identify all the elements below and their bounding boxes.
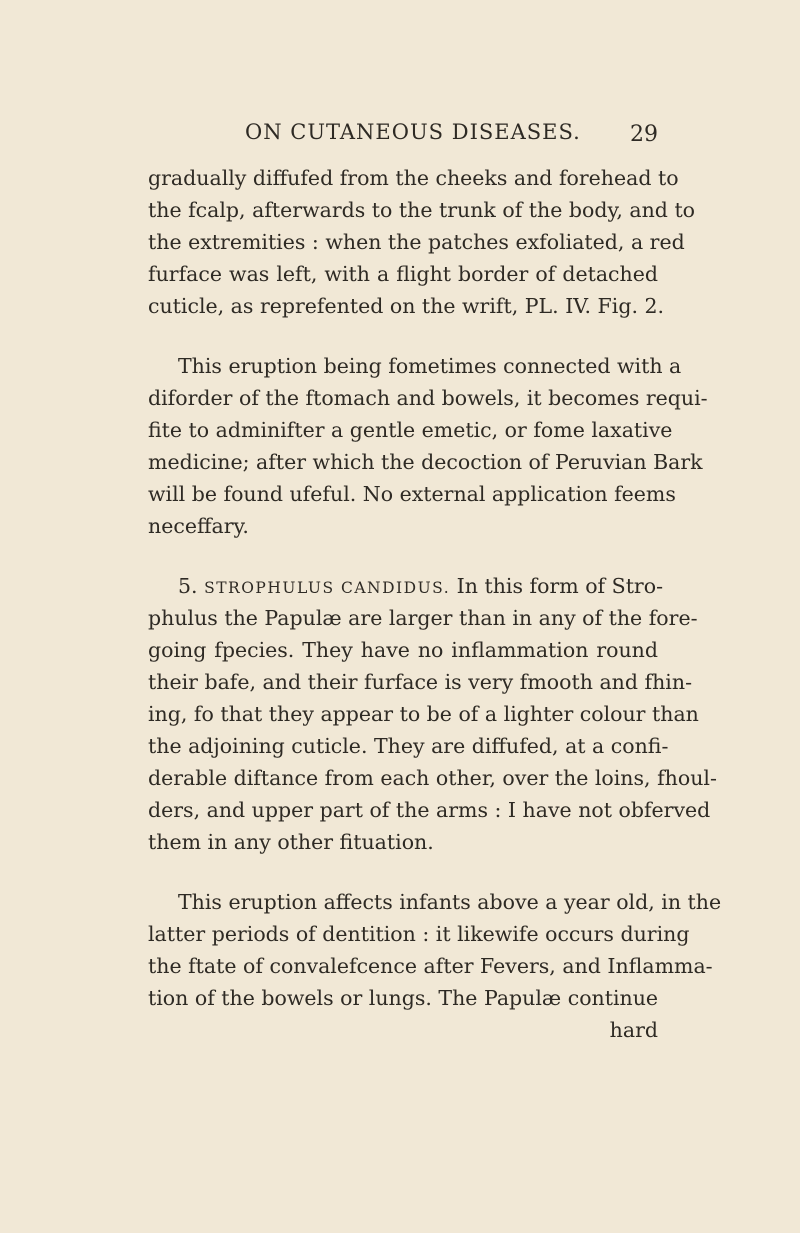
text-line: ing, fo that they appear to be of a lighter colour than [148, 702, 699, 726]
text-line: furface was left, with a flight border of detached [148, 262, 658, 286]
text-line: gradually diffufed from the cheeks and forehead to [148, 166, 679, 190]
text-line: them in any other fituation. [148, 830, 434, 854]
paragraph-1 [148, 162, 696, 322]
text-run: In this form of Stro- [456, 574, 664, 598]
text-line: This eruption being fometimes connected with a [178, 354, 682, 378]
text-line: will be found ufeful. No external application feems [148, 482, 676, 506]
text-line: phulus the Papulæ are larger than in any of the fore- [148, 606, 698, 630]
text-line: medicine; after which the decoction of Peruvian Bark [148, 450, 703, 474]
text-line: neceffary. [148, 514, 249, 538]
text-line: the fcalp, afterwards to the trunk of the body, and to [148, 198, 696, 222]
text-line: diforder of the ftomach and bowels, it becomes requi- [148, 386, 708, 410]
text-line: the extremities : when the patches exfoliated, a red [148, 230, 685, 254]
text-line: This eruption affects infants above a year old, in the [178, 890, 722, 914]
section-heading-line [148, 570, 664, 602]
running-head: ON CUTANEOUS DISEASES. [245, 120, 581, 144]
paragraph-3 [148, 570, 717, 858]
catchword: hard [609, 1018, 658, 1042]
text-line: tion of the bowels or lungs. The Papulæ continue [148, 986, 659, 1010]
text-line: ders, and upper part of the arms : I have not obferved [148, 798, 711, 822]
section-number: 5. [178, 574, 198, 598]
text-line: going fpecies. They have no inflammation round [148, 638, 658, 662]
text-line: latter periods of dentition : it likewife occurs during [148, 922, 690, 946]
page-number: 29 [630, 122, 658, 147]
paragraph-2 [148, 350, 708, 542]
text-line: the adjoining cuticle. They are diffufed, at a confi- [148, 734, 669, 758]
page-header [148, 118, 658, 152]
text-line: the ftate of convalefcence after Fevers, and Inflamma- [148, 954, 713, 978]
page-body [148, 162, 722, 1046]
section-title: STROPHULUS CANDIDUS. [204, 579, 451, 597]
text-line: cuticle, as reprefented on the wrift, PL. IV. Fig. 2. [148, 294, 665, 318]
text-line: fite to adminifter a gentle emetic, or fome laxative [148, 418, 673, 442]
text-line: derable diftance from each other, over the loins, fhoul- [148, 766, 717, 790]
paragraph-4 [148, 886, 722, 1046]
text-line: their bafe, and their furface is very fmooth and fhin- [148, 670, 692, 694]
